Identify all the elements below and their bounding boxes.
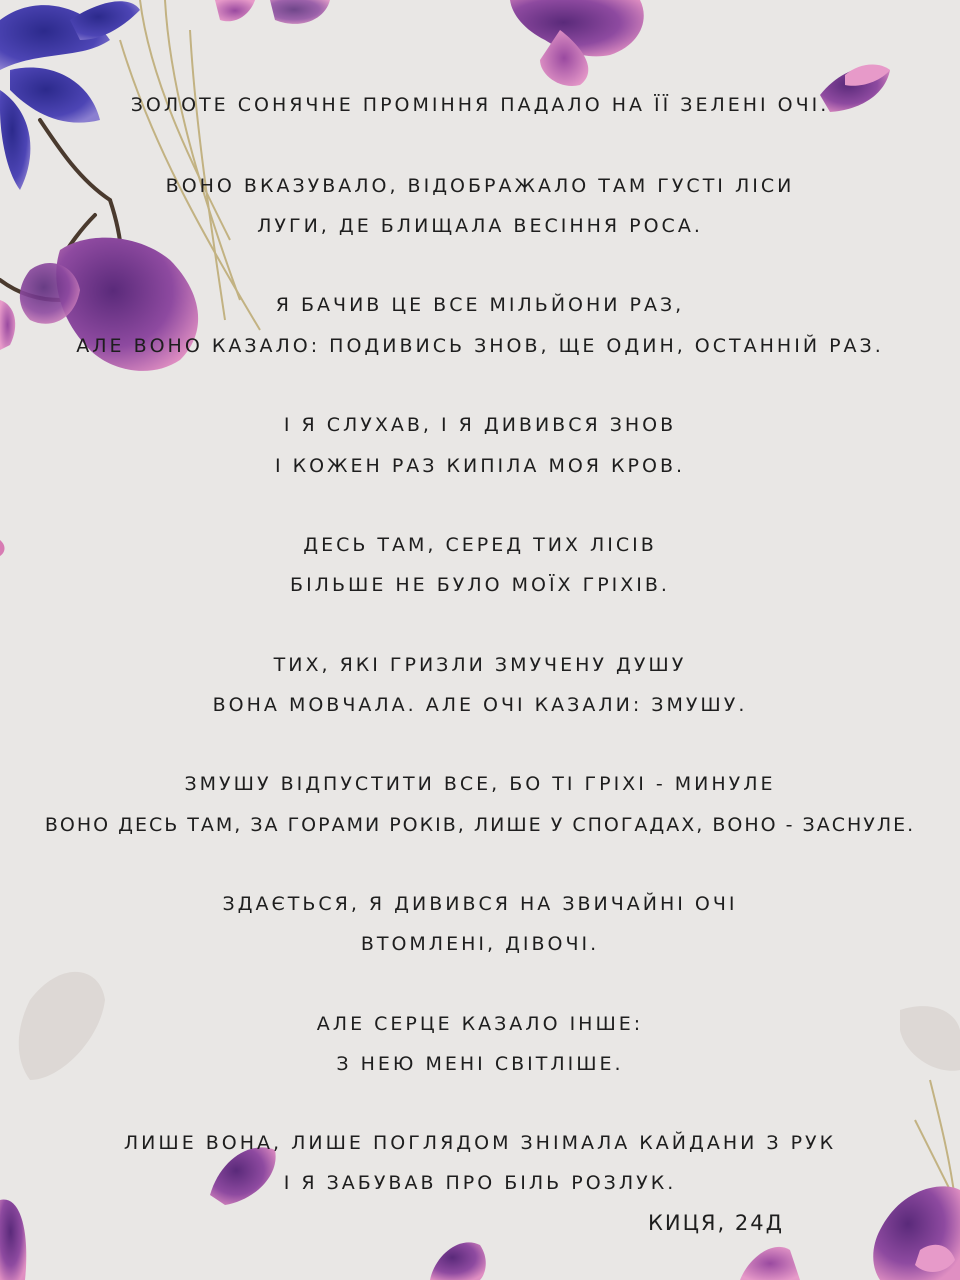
poem-line: Я БАЧИВ ЦЕ ВСЕ МІЛЬЙОНИ РАЗ, (275, 294, 685, 316)
poem-line: З НЕЮ МЕНІ СВІТЛІШЕ. (336, 1053, 624, 1075)
poem-line: ЗМУШУ ВІДПУСТИТИ ВСЕ, БО ТІ ГРІХІ - МИНУЛЕ (184, 773, 776, 795)
poem-line: ВОНО ВКАЗУВАЛО, ВІДОБРАЖАЛО ТАМ ГУСТІ ЛІСИ (165, 175, 795, 197)
poem-line: ЗОЛОТЕ СОНЯЧНЕ ПРОМІННЯ ПАДАЛО НА ЇЇ ЗЕЛЕНІ ОЧІ. (130, 94, 830, 116)
poem-line: І КОЖЕН РАЗ КИПІЛА МОЯ КРОВ. (274, 455, 686, 477)
poem-line: АЛЕ ВОНО КАЗАЛО: ПОДИВИСЬ ЗНОВ, ЩЕ ОДИН, ОСТАННІЙ РАЗ. (76, 335, 884, 357)
poem-line: БІЛЬШЕ НЕ БУЛО МОЇХ ГРІХІВ. (290, 574, 670, 596)
poem-line: І Я СЛУХАВ, І Я ДИВИВСЯ ЗНОВ (283, 414, 677, 436)
poem-line: ВТОМЛЕНІ, ДІВОЧІ. (360, 933, 600, 955)
poem-line: ЗДАЄТЬСЯ, Я ДИВИВСЯ НА ЗВИЧАЙНІ ОЧІ (222, 893, 738, 915)
poem-line: ВОНО ДЕСЬ ТАМ, ЗА ГОРАМИ РОКІВ, ЛИШЕ У СПОГАДАХ, ВОНО - ЗАСНУЛЕ. (44, 814, 916, 836)
poem-line: АЛЕ СЕРЦЕ КАЗАЛО ІНШЕ: (316, 1013, 644, 1035)
poem-line: ЛУГИ, ДЕ БЛИЩАЛА ВЕСІННЯ РОСА. (257, 215, 703, 237)
poem-line: ДЕСЬ ТАМ, СЕРЕД ТИХ ЛІСІВ (303, 534, 657, 556)
poem-line: ЛИШЕ ВОНА, ЛИШЕ ПОГЛЯДОМ ЗНІМАЛА КАЙДАНИ З РУК (123, 1132, 837, 1154)
poem-line: І Я ЗАБУВАВ ПРО БІЛЬ РОЗЛУК. (283, 1172, 677, 1194)
author-signature: КИЦЯ, 24Д (648, 1211, 784, 1235)
poem-line: ТИХ, ЯКІ ГРИЗЛИ ЗМУЧЕНУ ДУШУ (273, 654, 687, 676)
poem-line: ВОНА МОВЧАЛА. АЛЕ ОЧІ КАЗАЛИ: ЗМУШУ. (212, 694, 748, 716)
